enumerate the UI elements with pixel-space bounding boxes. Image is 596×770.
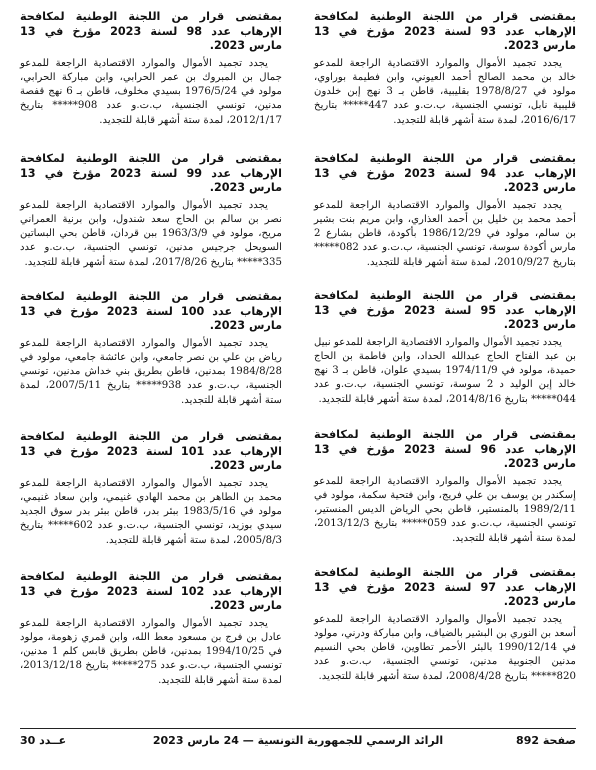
page-footer (20, 728, 576, 751)
decision-heading: بمقتضى قرار من اللجنة الوطنية لمكافحة الإرهاب عدد 101 لسنة 2023 مؤرخ في 13 مارس 2023. (20, 430, 282, 472)
decision-body: يجدد تجميد الأموال والموارد الاقتصادية الراجعة للمدعو أسعد بن النوري بن البشير بالضياف، وابن مباركة ودرني، مولود في 1990/12/14 بالبئر الأحمر تطاوين، قاطن بحي النسيم مدنين الجنوبية مدنين، تونسي الجنسية، ب.ت.و عدد 820***** بتاريخ 2008/4/28، لمدة ستة أشهر قابلة للتجديد. (314, 613, 576, 682)
left-column (20, 10, 282, 726)
decision-heading: بمقتضى قرار من اللجنة الوطنية لمكافحة الإرهاب عدد 97 لسنة 2023 مؤرخ في 13 مارس 2023. (314, 566, 576, 608)
document-page (20, 10, 576, 726)
gazette-title: الرائد الرسمي للجمهورية التونسية — 24 مارس 2023 (152, 734, 444, 747)
decision-heading: بمقتضى قرار من اللجنة الوطنية لمكافحة الإرهاب عدد 93 لسنة 2023 مؤرخ في 13 مارس 2023. (314, 10, 576, 52)
issue-number: عــدد 30 (20, 734, 67, 747)
decision-body: يجدد تجميد الأموال والموارد الاقتصادية الراجعة للمدعو نبيل بن عبد الفتاح الحاج عبدالله الحداد، وابن فاطمة بن الحاج حميدة، مولود في 1974/11/9 بسيدي علوان، قاطن بـ 3 نهج خالد إبن الوليد د 2 سوسة، تونسي الجنسية، ب.ت.و عدد 044***** بتاريخ 2014/8/16، لمدة ستة أشهر قابلة للتجديد. (314, 336, 576, 405)
decision-heading: بمقتضى قرار من اللجنة الوطنية لمكافحة الإرهاب عدد 100 لسنة 2023 مؤرخ في 13 مارس 2023. (20, 290, 282, 332)
decision-body: يجدد تجميد الأموال والموارد الاقتصادية الراجعة للمدعو رياض بن علي بن نصر جامعي، وابن عائشة جامعي، مولود في 1984/8/28 بمدنين، قاطن بطريق بني خداش مدنين، تونسي الجنسية، ب.ت.و عدد 938***** بتاريخ 2007/5/11، لمدة ستة أشهر قابلة للتجديد. (20, 337, 282, 406)
decision-100 (20, 290, 282, 408)
decision-body: يجدد تجميد الأموال والموارد الاقتصادية الراجعة للمدعو إسكندر بن يوسف بن علي فريج، وابن فتحية سكمة، مولود في 1989/2/11 بالمنستير، قاطن بحي الرياض الديس المنستير، تونسي الجنسية، ب.ت.و عدد 059***** بتاريخ 2013/12/3، لمدة ستة أشهر قابلة للتجديد. (314, 475, 576, 544)
decision-body: يجدد تجميد الأموال والموارد الاقتصادية الراجعة للمدعو خالد بن محمد الصالح أحمد العيوني، وابن فطيمة بوراوي، مولود في 1978/8/27 بقليبية، قاطن بـ 3 نهج إبن خلدون قليبية نابل، تونسي الجنسية، ب.ت.و عدد 447***** بتاريخ 2016/6/17، لمدة ستة أشهر قابلة للتجديد. (314, 57, 576, 126)
decision-heading: بمقتضى قرار من اللجنة الوطنية لمكافحة الإرهاب عدد 98 لسنة 2023 مؤرخ في 13 مارس 2023. (20, 10, 282, 52)
decision-heading: بمقتضى قرار من اللجنة الوطنية لمكافحة الإرهاب عدد 99 لسنة 2023 مؤرخ في 13 مارس 2023. (20, 152, 282, 194)
right-column (314, 10, 576, 726)
decision-body: يجدد تجميد الأموال والموارد الاقتصادية الراجعة للمدعو نصر بن سالم بن الحاج سعد شندول، وابن برنية العمراني مريح، مولود في 1963/3/9 ببن قردان، قاطن بحي البساتين السويحل جرجيس مدنين، تونسي الجنسية، ب.ت.و عدد 335***** بتاريخ 2017/8/26، لمدة ستة أشهر قابلة للتجديد. (20, 199, 282, 268)
decision-heading: بمقتضى قرار من اللجنة الوطنية لمكافحة الإرهاب عدد 95 لسنة 2023 مؤرخ في 13 مارس 2023. (314, 289, 576, 331)
decision-body: يجدد تجميد الأموال والموارد الاقتصادية الراجعة للمدعو جمال بن المبروك بن عمر الحرابي، وابن مباركة الحرابي، مولود في 1976/5/24 بسيدي مخلوف، قاطن بـ 6 نهج قفصة مدنين، تونسي الجنسية، ب.ت.و عدد 908***** بتاريخ 2012/1/17، لمدة ستة أشهر قابلة للتجديد. (20, 57, 283, 126)
decision-99 (20, 152, 282, 270)
decision-body: يجدد تجميد الأموال والموارد الاقتصادية الراجعة للمدعو محمد بن الطاهر بن محمد الهادي غنيمي، وابن سعاد غنيمي، مولود في 1983/5/16 ببئر بدر، قاطن ببئر بدر سوق الجديد سيدي بوزيد، تونسي الجنسية، ب.ت.و عدد 602***** بتاريخ 2005/8/3، لمدة ستة أشهر قابلة للتجديد. (20, 477, 283, 546)
decision-102 (20, 570, 282, 688)
decision-101 (20, 430, 282, 548)
decision-97 (314, 566, 576, 684)
decision-98 (20, 10, 282, 128)
decision-body: يجدد تجميد الأموال والموارد الاقتصادية الراجعة للمدعو عادل بن فرج بن مسعود معط الله، وابن قمري زهومة، مولود في 1994/10/25 بمدنين، قاطن بطريق قابس كلم 1 مدنين، تونسي الجنسية، ب.ت.و عدد 275***** بتاريخ 2013/12/18، لمدة ستة أشهر قابلة للتجديد. (20, 617, 282, 686)
decision-heading: بمقتضى قرار من اللجنة الوطنية لمكافحة الإرهاب عدد 96 لسنة 2023 مؤرخ في 13 مارس 2023. (314, 428, 576, 470)
decision-heading: بمقتضى قرار من اللجنة الوطنية لمكافحة الإرهاب عدد 102 لسنة 2023 مؤرخ في 13 مارس 2023. (20, 570, 282, 612)
decision-95 (314, 289, 576, 407)
decision-body: يجدد تجميد الأموال والموارد الاقتصادية الراجعة للمدعو أحمد محمد بن خليل بن أحمد العذاري، وابن مريم بنت بشير بن سالم، مولود في 1986/12/29 بأكودة، قاطن بشارع 2 مارس أكودة سوسة، تونسي الجنسية، ب.ت.و عدد 082***** بتاريخ 2010/9/27، لمدة ستة أشهر قابلة للتجديد. (314, 199, 577, 268)
decision-93 (314, 10, 576, 128)
decision-heading: بمقتضى قرار من اللجنة الوطنية لمكافحة الإرهاب عدد 94 لسنة 2023 مؤرخ في 13 مارس 2023. (314, 152, 576, 194)
page-number: صفحة 892 (516, 734, 576, 747)
decision-96 (314, 428, 576, 546)
decision-94 (314, 152, 576, 270)
